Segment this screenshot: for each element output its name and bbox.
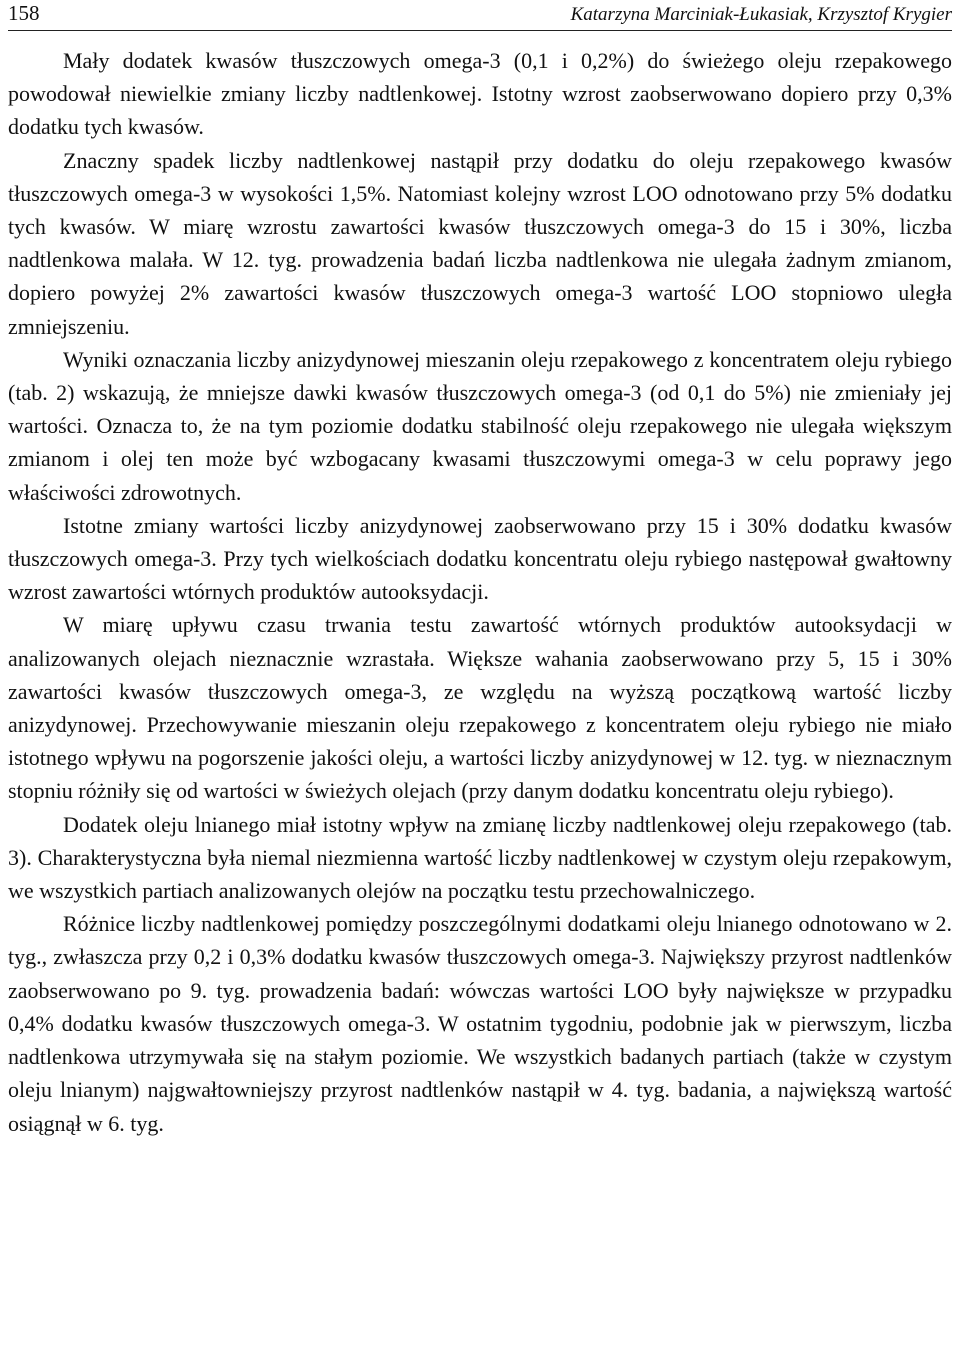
- paragraph: Istotne zmiany wartości liczby anizydynowej zaobserwowano przy 15 i 30% dodatku kwasów tłuszczowych omega-3. Przy tych wielkościach dodatku koncentratu oleju rybiego następował gwałtowny wzrost zawartości wtórnych produktów autooksydacji.: [8, 512, 952, 605]
- paragraph: W miarę upływu czasu trwania testu zawartość wtórnych produktów autooksydacji w analizowanych olejach nieznacznie wzrastała. Większe wahania zaobserwowano przy 5, 15 i 30% zawartości kwasów tłuszczowych omega-3, ze względu na wyższą początkową wartość liczby anizydynowej. Przechowywanie mieszanin oleju rzepakowego z koncentratem oleju rybiego nie miało istotnego wpływu na pogorszenie jakości oleju, a wartości liczby anizydynowej w 12. tyg. w nieznacznym stopniu różniły się od wartości w świeżych olejach (przy danym dodatku koncentratu oleju rybiego).: [8, 612, 952, 804]
- paragraph: Mały dodatek kwasów tłuszczowych omega-3 (0,1 i 0,2%) do świeżego oleju rzepakowego powodował niewielkie zmiany liczby nadtlenkowej. Istotny wzrost zaobserwowano dopiero przy 0,3% dodatku tych kwasów.: [8, 48, 952, 140]
- paragraph: Wyniki oznaczania liczby anizydynowej mieszanin oleju rzepakowego z koncentratem oleju rybiego (tab. 2) wskazują, że mniejsze dawki kwasów tłuszczowych omega-3 (od 0,1 do 5%) nie zmieniały jej wartości. Oznacza to, że na tym poziomie dodatku stabilność oleju rzepakowego nie ulegała większym zmianom i olej ten może być wzbogacany kwasami tłuszczowymi omega-3 w celu poprawy jego właściwości zdrowotnych.: [8, 346, 952, 505]
- body-text: [8, 44, 952, 1140]
- paragraph: Różnice liczby nadtlenkowej pomiędzy poszczególnymi dodatkami oleju lnianego odnotowano w 2. tyg., zwłaszcza przy 0,2 i 0,3% dodatku kwasów tłuszczowych omega-3. Największy przyrost nadtlenków zaobserwowano po 9. tyg. prowadzenia badań: wówczas wartości LOO były największe w przypadku 0,4% dodatku kwasów tłuszczowych omega-3. W ostatnim tygodniu, podobnie jak w pierwszym, liczba nadtlenkowa utrzymywała się na stałym poziomie. We wszystkich badanych partiach (także w czystym oleju lnianym) najgwałtowniejszy przyrost nadtlenków nastąpił w 4. tyg. badania, a największą wartość osiągnął w 6. tyg.: [8, 911, 952, 1136]
- paragraph: Znaczny spadek liczby nadtlenkowej nastąpił przy dodatku do oleju rzepakowego kwasów tłuszczowych omega-3 w wysokości 1,5%. Natomiast kolejny wzrost LOO odnotowano przy 5% dodatku tych kwasów. W miarę wzrostu zawartości kwasów tłuszczowych omega-3 do 15 i 30%, liczba nadtlenkowa malała. W 12. tyg. prowadzenia badań liczba nadtlenkowa nie ulegała żadnym zmianom, dopiero powyżej 2% zawartości kwasów tłuszczowych omega-3 wartość LOO stopniowo uległa zmniejszeniu.: [8, 147, 952, 339]
- paragraph: Dodatek oleju lnianego miał istotny wpływ na zmianę liczby nadtlenkowej oleju rzepakowego (tab. 3). Charakterystyczna była niemal niezmienna wartość liczby nadtlenkowej w czystym oleju rzepakowym, we wszystkich partiach analizowanych olejów na początku testu przechowalniczego.: [8, 811, 952, 904]
- page-number: 158: [8, 1, 40, 25]
- running-authors: Katarzyna Marciniak-Łukasiak, Krzysztof Krygier: [570, 4, 952, 25]
- running-header: [8, 0, 952, 31]
